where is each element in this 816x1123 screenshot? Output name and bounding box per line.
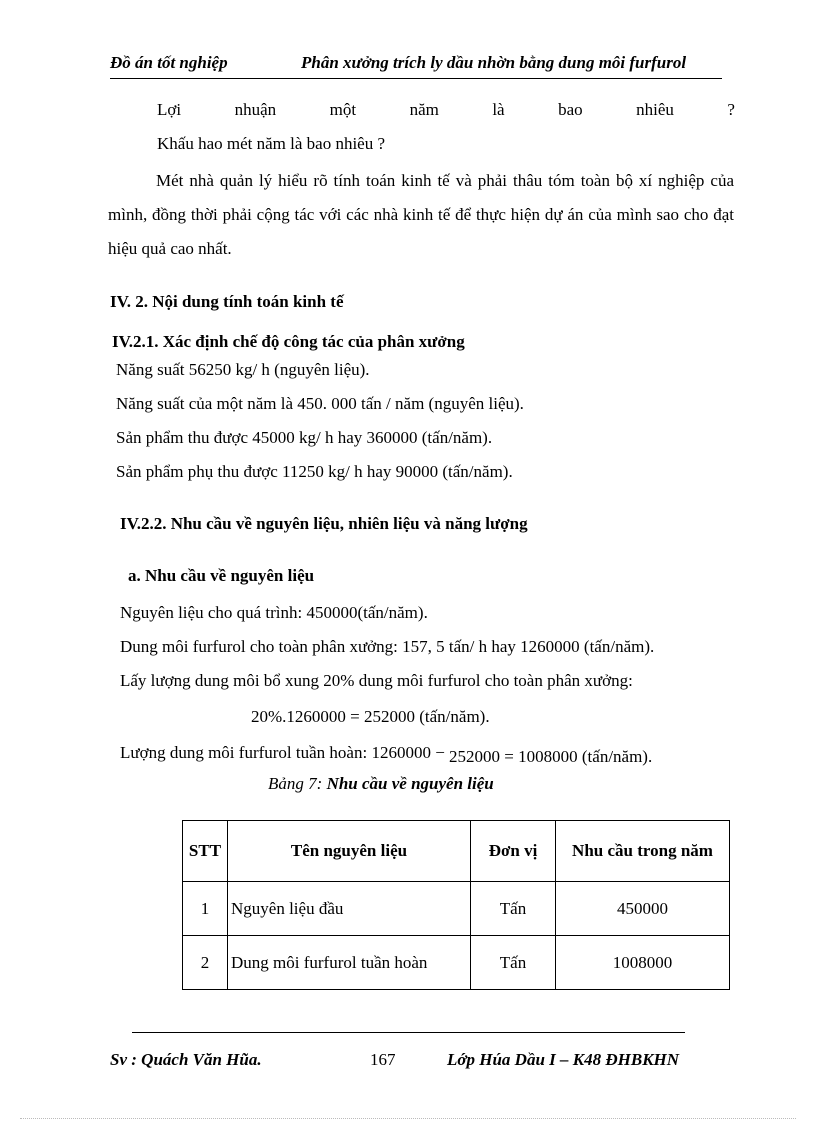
text-line: Nguyên liệu cho quá trình: 450000(tấn/năm). bbox=[120, 603, 428, 622]
cell-stt: 1 bbox=[183, 882, 228, 936]
text-line: Năng suất của một năm là 450. 000 tấn / năm (nguyên liệu). bbox=[116, 394, 524, 413]
cell-need: 1008000 bbox=[556, 936, 730, 990]
footer-student: Sv : Quách Văn Hũa. bbox=[110, 1050, 262, 1069]
table-row bbox=[183, 936, 730, 990]
section-heading-iv21: IV.2.1. Xác định chế độ công tác của phân xưởng bbox=[112, 332, 465, 351]
recycle-rest: 252000 = 1008000 (tấn/năm). bbox=[449, 747, 653, 766]
text-line: Sản phẩm phụ thu được 11250 kg/ h hay 90000 (tấn/năm). bbox=[116, 462, 513, 481]
header-left: Đồ án tốt nghiệp bbox=[110, 53, 228, 72]
footer-rule bbox=[132, 1032, 685, 1033]
cell-unit: Tấn bbox=[471, 882, 556, 936]
table-header-row bbox=[183, 821, 730, 882]
word: Lợi bbox=[157, 100, 182, 119]
intro-paragraph: Mét nhà quản lý hiểu rõ tính toán kinh tế và phải thâu tóm toàn bộ xí nghiệp của mình, đồng thời phải cộng tác với các nhà kinh tế để thực hiện dự án của mình sao cho đạt hiệu quả cao nhất. bbox=[108, 171, 734, 258]
cell-need: 450000 bbox=[556, 882, 730, 936]
page-number: 167 bbox=[370, 1050, 396, 1069]
col-header-name: Tên nguyên liệu bbox=[228, 821, 471, 882]
word: một bbox=[329, 100, 357, 119]
subheading-a: a. Nhu cầu về nguyên liệu bbox=[128, 566, 315, 585]
caption-title: Nhu cầu về nguyên liệu bbox=[326, 774, 494, 793]
section-heading-iv2: IV. 2. Nội dung tính toán kinh tế bbox=[110, 292, 344, 311]
header-rule bbox=[110, 78, 722, 79]
section-heading-iv22: IV.2.2. Nhu cầu về nguyên liệu, nhiên liệu và năng lượng bbox=[120, 514, 528, 533]
table-row bbox=[183, 882, 730, 936]
footer-class: Lớp Húa Dầu I – K48 ĐHBKHN bbox=[447, 1050, 680, 1069]
question-profit bbox=[157, 100, 735, 120]
text-line: Năng suất 56250 kg/ h (nguyên liệu). bbox=[116, 360, 370, 379]
minus-sign: − bbox=[435, 743, 445, 762]
cell-stt: 2 bbox=[183, 936, 228, 990]
text-line: Sản phẩm thu được 45000 kg/ h hay 360000 (tấn/năm). bbox=[116, 428, 493, 447]
col-header-unit: Đơn vị bbox=[471, 821, 556, 882]
header-right: Phân xưởng trích ly dầu nhờn bằng dung môi furfurol bbox=[301, 53, 687, 72]
caption-label: Bảng 7 bbox=[268, 774, 317, 793]
table-caption bbox=[268, 774, 494, 794]
formula: 20%.1260000 = 252000 (tấn/năm). bbox=[251, 707, 490, 726]
col-header-need: Nhu cầu trong năm bbox=[556, 821, 730, 882]
word: năm bbox=[409, 100, 439, 119]
recycle-prefix: Lượng dung môi furfurol tuần hoàn: 1260000 bbox=[120, 743, 431, 762]
cell-unit: Tấn bbox=[471, 936, 556, 990]
cell-name: Nguyên liệu đầu bbox=[228, 882, 471, 936]
text-line: Dung môi furfurol cho toàn phân xưởng: 157, 5 tấn/ h hay 1260000 (tấn/năm). bbox=[120, 637, 655, 656]
word: ? bbox=[727, 100, 735, 119]
page-edge-divider bbox=[20, 1118, 796, 1119]
word: nhiêu bbox=[636, 100, 674, 119]
cell-name: Dung môi furfurol tuần hoàn bbox=[228, 936, 471, 990]
recycle-line bbox=[120, 736, 652, 770]
question-depreciation: Khấu hao mét năm là bao nhiêu ? bbox=[157, 134, 386, 153]
text-line: Lấy lượng dung môi bổ xung 20% dung môi furfurol cho toàn phân xưởng: bbox=[120, 671, 633, 690]
caption-colon: : bbox=[316, 774, 327, 793]
word: bao bbox=[558, 100, 583, 119]
word: nhuận bbox=[234, 100, 277, 119]
word: là bbox=[492, 100, 505, 119]
material-needs-table bbox=[182, 820, 730, 990]
col-header-stt: STT bbox=[183, 821, 228, 882]
